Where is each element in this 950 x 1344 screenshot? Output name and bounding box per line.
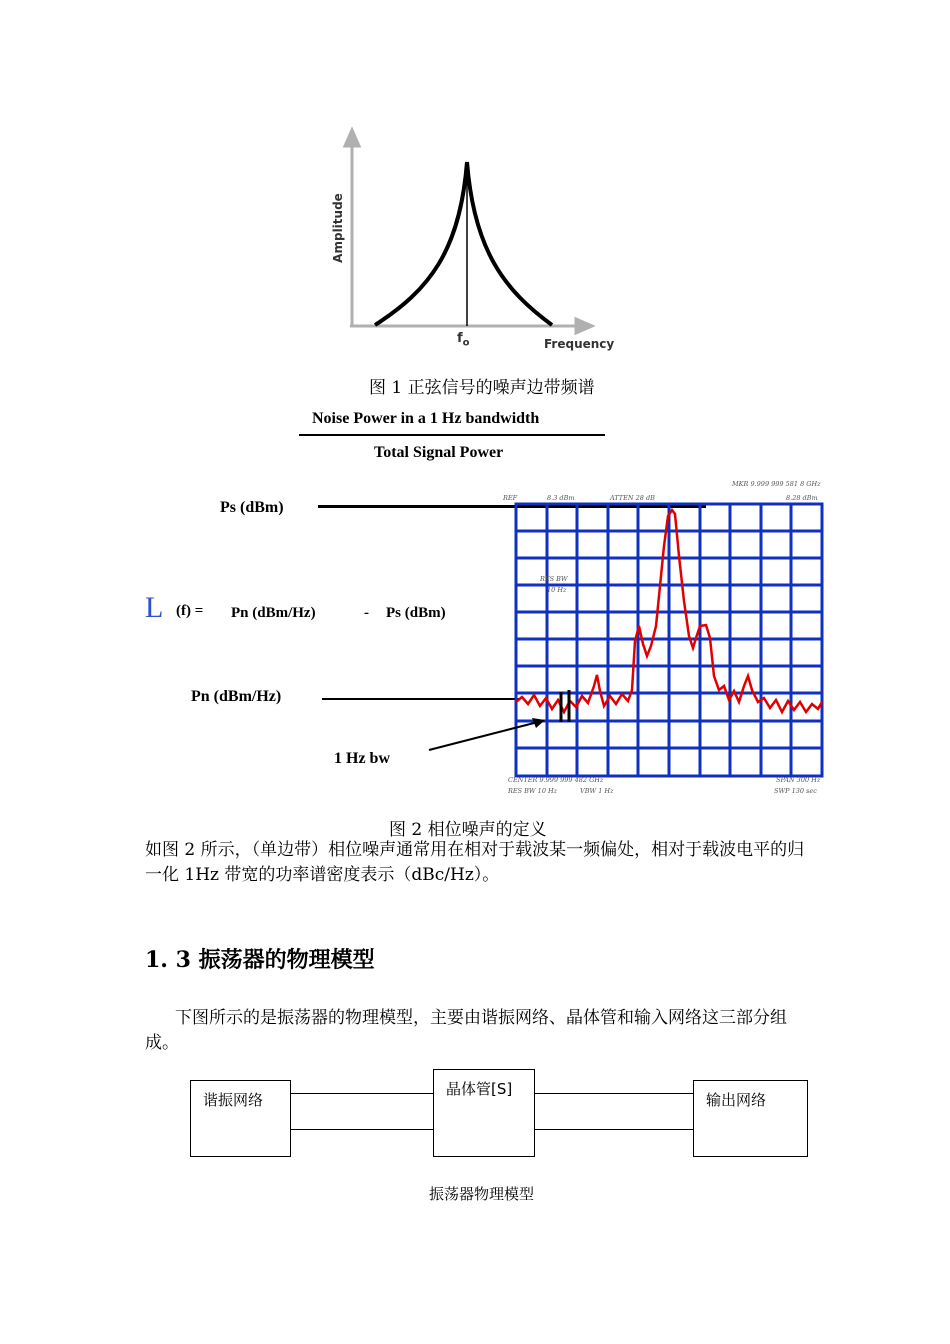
equation-ps: Ps (dBm) [386, 605, 446, 621]
paragraph-phase-noise: 如图 2 所示，（单边带）相位噪声通常用在相对于载波某一频偏处，相对于载波电平的归一化 1Hz 带宽的功率谱密度表示（dBc/Hz）。 [145, 840, 805, 885]
figure1-spectrum-curve [375, 162, 552, 325]
figure1-center-label-sub: o [462, 337, 470, 349]
equation-f: (f) = [176, 603, 204, 619]
figure1-x-arrow [576, 319, 592, 333]
phase-noise-symbol: L [145, 591, 164, 624]
formula-denominator: Total Signal Power [374, 444, 504, 461]
resonant-network-box [190, 1080, 291, 1157]
hz-bw-arrow [420, 682, 580, 762]
analyzer-ref-value: 8.3 dBm [547, 494, 575, 502]
analyzer-vbw: VBW 1 Hz [580, 787, 614, 795]
connector-right-top [534, 1093, 694, 1094]
figure1-center-label-main: f [457, 331, 463, 346]
paragraph-model: 下图所示的是振荡器的物理模型，主要由谐振网络、晶体管和输入网络这三部分组成。 [145, 1008, 787, 1053]
ps-label: Ps (dBm) [220, 499, 284, 516]
formula-fraction-line [299, 434, 605, 436]
analyzer-atten: ATTEN 28 dB [610, 494, 655, 502]
equation-pn: Pn (dBm/Hz) [231, 605, 316, 621]
analyzer-res-bw-value: 10 Hz [547, 586, 567, 594]
figure3-caption: 振荡器物理模型 [429, 1185, 535, 1203]
transistor-label: 晶体管[S] [446, 1080, 513, 1098]
figure1-chart [320, 120, 630, 360]
analyzer-swp: SWP 130 sec [774, 787, 817, 795]
resonant-network-label: 谐振网络 [203, 1091, 264, 1109]
figure1-caption: 图 1 正弦信号的噪声边带频谱 [369, 378, 595, 398]
output-network-box [693, 1080, 808, 1157]
analyzer-span: SPAN 300 Hz [776, 776, 821, 784]
equation-minus: - [364, 605, 369, 621]
analyzer-res-bw-label: RES BW [540, 575, 568, 583]
formula-numerator: Noise Power in a 1 Hz bandwidth [312, 410, 540, 427]
figure1-y-axis-label: Amplitude [331, 193, 345, 263]
connector-left-top [290, 1093, 434, 1094]
connector-right-bottom [534, 1129, 694, 1130]
hz-bw-label: 1 Hz bw [334, 750, 390, 767]
output-network-label: 输出网络 [706, 1091, 767, 1109]
transistor-box [433, 1069, 535, 1157]
analyzer-center: CENTER 9.999 999 482 GHz [508, 776, 604, 784]
analyzer-mkr-level: 8.28 dBm [786, 494, 818, 502]
analyzer-res-bw-bottom: RES BW 10 Hz [508, 787, 558, 795]
figure2-caption: 图 2 相位噪声的定义 [389, 820, 547, 840]
analyzer-mkr: MKR 9.999 999 581 8 GHz [732, 480, 821, 488]
analyzer-ref: REF [503, 494, 518, 502]
figure1-x-axis-label: Frequency [544, 337, 615, 351]
section-heading: 1. 3 振荡器的物理模型 [145, 947, 375, 973]
figure1-y-arrow [345, 130, 359, 146]
pn-label: Pn (dBm/Hz) [191, 688, 282, 705]
connector-left-bottom [290, 1129, 434, 1130]
figure1-center-label [457, 331, 470, 349]
